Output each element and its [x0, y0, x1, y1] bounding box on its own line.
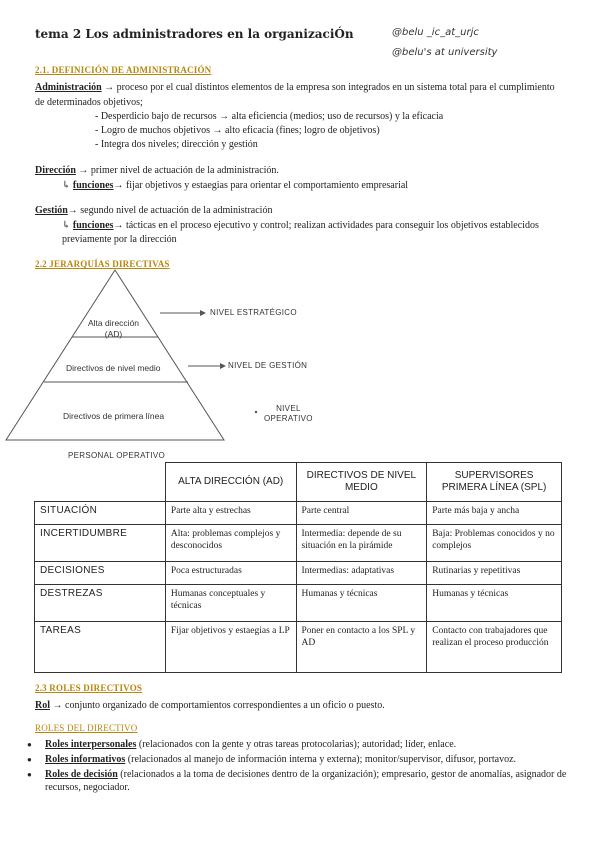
gestion-paragraph [35, 203, 565, 218]
level-operative-label [264, 404, 313, 424]
table-cell: Alta: problemas complejos y desconocidos [165, 525, 296, 562]
table-cell: Intermedia: depende de su situación en la pirámide [296, 525, 427, 562]
table-row [35, 525, 562, 562]
table-cell: Fijar objetivos y estaegias a LP [165, 622, 296, 673]
table-row-header: DECISIONES [35, 562, 166, 585]
table-row-header: SITUACIÓN [35, 502, 166, 525]
roles-bullet-list [35, 738, 575, 796]
role-term: Roles de decisión [45, 769, 118, 780]
table-cell: Baja: Problemas conocidos y no complejos [427, 525, 562, 562]
author-handle-1: @belu _ic_at_urjc [392, 27, 479, 38]
table-cell: Parte más baja y ancha [427, 502, 562, 525]
section-heading-2-1: 2.1. DEFINICIÓN DE ADMINISTRACIÓN [35, 65, 212, 75]
table-row-header: TAREAS [35, 622, 166, 673]
pyramid-top-label-line2: (AD) [104, 329, 123, 339]
funciones-term: funciones [72, 220, 114, 231]
pyramid-mid-label: Directivos de nivel medio [66, 363, 161, 373]
pyramid-top-label-line1: Alta dirección [88, 318, 140, 328]
gestion-term: Gestión [35, 205, 68, 216]
table-header-cell: DIRECTIVOS DE NIVEL MEDIO [296, 463, 427, 502]
table-cell: Poca estructuradas [165, 562, 296, 585]
funciones-term: funciones [72, 180, 114, 191]
arrow-head-icon [220, 363, 226, 369]
gestion-definition: → segundo nivel de actuación de la administración [67, 205, 273, 216]
section-heading-2-3: 2.3 ROLES DIRECTIVOS [35, 683, 143, 693]
table-cell: Parte central [296, 502, 427, 525]
level-operative-line1: NIVEL [276, 404, 301, 413]
table-cell: Parte alta y estrechas [165, 502, 296, 525]
pyramid-top-label [88, 318, 139, 340]
list-item [35, 738, 575, 751]
page-title: tema 2 Los administradores en la organizaciÓn [35, 27, 354, 41]
level-operative-line2: OPERATIVO [264, 414, 313, 423]
table-header-cell: ALTA DIRECCIÓN (AD) [165, 463, 296, 502]
administracion-bullet-list [95, 110, 565, 152]
table-row [35, 562, 562, 585]
role-term: Roles informativos [45, 754, 126, 765]
rol-paragraph [35, 698, 565, 713]
table-cell: Humanas conceptuales y técnicas [165, 585, 296, 622]
table-row-header: DESTREZAS [35, 585, 166, 622]
administracion-term: Administración [35, 82, 102, 93]
table-row [35, 502, 562, 525]
list-item: - Integra dos niveles; dirección y gestión [95, 139, 258, 150]
table-cell: Humanas y técnicas [427, 585, 562, 622]
pyramid-low-label: Directivos de primera línea [63, 411, 165, 421]
roles-subheading: ROLES DEL DIRECTIVO [35, 723, 138, 733]
list-item: - Logro de muchos objetivos → alto eficacia (fines; logro de objetivos) [95, 125, 380, 136]
level-management-label: NIVEL DE GESTIÓN [228, 361, 308, 370]
direccion-functions-text: → fijar objetivos y estaegias para orientar el comportamiento empresarial [113, 180, 409, 191]
rol-definition: → conjunto organizado de comportamientos correspondientes a un oficio o puesto. [50, 700, 385, 711]
table-row-header: INCERTIDUMBRE [35, 525, 166, 562]
list-item [35, 768, 575, 794]
section-heading-2-2: 2.2 JERARQUÍAS DIRECTIVAS [35, 259, 170, 269]
role-description: (relacionados a la toma de decisiones dentro de la organización); empresario, gestor de anomalías, asignador de recursos, negociador. [45, 769, 567, 793]
arrow-return-icon: ↳ [62, 180, 73, 191]
table-cell: Intermedias: adaptativas [296, 562, 427, 585]
author-handle-2: @belu's at university [392, 47, 498, 58]
table-cell: Rutinarias y repetitivas [427, 562, 562, 585]
table-row [35, 622, 562, 673]
hierarchy-comparison-table [34, 462, 562, 673]
arrow-return-icon: ↳ [62, 220, 73, 231]
list-item [35, 753, 575, 766]
level-strategic-label: NIVEL ESTRATÉGICO [210, 308, 297, 317]
direccion-definition: → primer nivel de actuación de la administración. [75, 165, 279, 176]
administracion-definition: → proceso por el cual distintos elementos de la empresa son integrados en un sistema total para el cumplimiento de determinados objetivos; [35, 82, 555, 108]
bullet-dot-icon [255, 411, 257, 413]
direccion-paragraph [35, 163, 565, 178]
pyramid-base-label: PERSONAL OPERATIVO [68, 451, 165, 460]
table-header-cell [35, 463, 166, 502]
gestion-functions-text: → tácticas en el proceso ejecutivo y control; realizan actividades para conseguir los objetivos establecidos previamente por la dirección [62, 220, 539, 245]
table-cell: Contacto con trabajadores que realizan el proceso producción [427, 622, 562, 673]
list-item: - Desperdicio bajo de recursos → alta eficiencia (medios; uso de recursos) y la eficacia [95, 111, 444, 122]
direccion-term: Dirección [35, 165, 76, 176]
table-row [35, 585, 562, 622]
administracion-paragraph [35, 80, 565, 110]
gestion-functions [62, 219, 562, 247]
role-term: Roles interpersonales [45, 739, 137, 750]
table-cell: Poner en contacto a los SPL y AD [296, 622, 427, 673]
direccion-functions [62, 179, 562, 193]
table-header-row [35, 463, 562, 502]
rol-term: Rol [35, 700, 50, 711]
role-description: (relacionados al manejo de información interna y externa); monitor/supervisor, difusor, portavoz. [125, 754, 517, 765]
table-cell: Humanas y técnicas [296, 585, 427, 622]
table-header-cell: SUPERVISORES PRIMERA LÍNEA (SPL) [427, 463, 562, 502]
role-description: (relacionados con la gente y otras tareas protocolarias); autoridad; líder, enlace. [136, 739, 457, 750]
arrow-head-icon [200, 310, 206, 316]
